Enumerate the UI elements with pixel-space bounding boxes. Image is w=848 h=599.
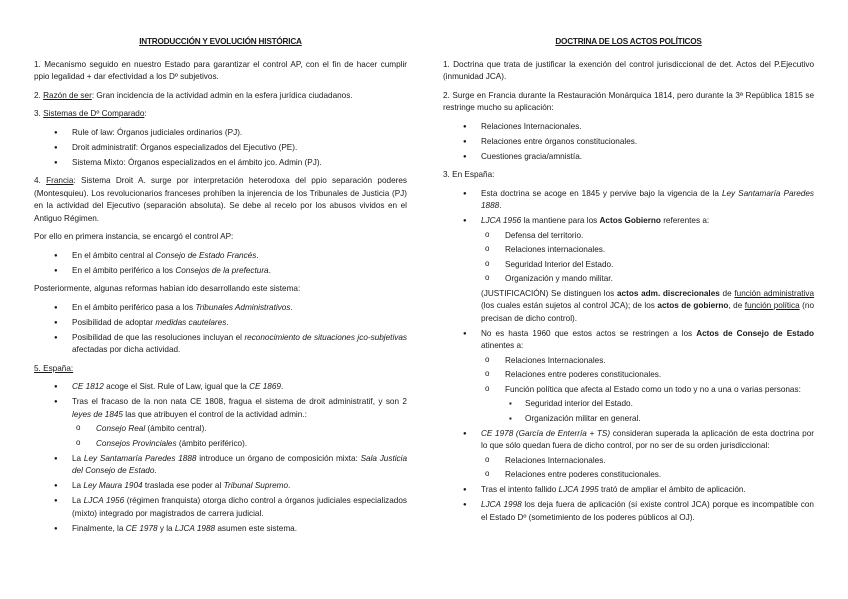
sub-list-item: o Relaciones entre poderes constitucionales. — [481, 369, 814, 382]
francia-aplicacion-list — [443, 121, 814, 164]
list-item: ● La LJCA 1956 (régimen franquista) otorga dicho control a órganos judiciales especializados (mixto) integrado por magistrados de carrera judicial. — [34, 495, 407, 520]
right-paragraph-2: 2. Surge en Francia durante la Restauración Monárquica 1814, pero durante la 3ª República 1815 se restringe mucho su aplicación: — [443, 90, 814, 112]
sub-list — [481, 230, 814, 286]
sub-list-item: o Seguridad Interior del Estado. — [481, 259, 814, 272]
sub-sub-list — [481, 398, 814, 425]
list-item: ● En el ámbito periférico a los Consejos de la prefectura. — [34, 265, 407, 278]
sistemas-label: Sistemas de Dº Comparado — [43, 109, 145, 118]
reformas-list — [34, 302, 407, 357]
list-item: ● Relaciones Internacionales. — [443, 121, 814, 134]
sub-list — [481, 355, 814, 426]
list-item: ● Posibilidad de que las resoluciones incluyan el reconocimiento de situaciones jco-subjetivas afectadas por dicha actividad. — [34, 332, 407, 357]
right-title: DOCTRINA DE LOS ACTOS POLÍTICOS — [555, 37, 702, 46]
list-item: ● CE 1978 (García de Enterría + TS) consideran superada la aplicación de esta doctrina por lo que sólo quedan fuera de dicho control, por no ser de su orden jurisdiccional: o Relaciones Internacionales. o Relaciones entre poderes constitucionales. — [443, 428, 814, 482]
list-item: ● Tras el intento fallido LJCA 1995 trató de ampliar el ámbito de aplicación. — [443, 484, 814, 497]
sub-list-item: o Consejo Real (ámbito central). — [72, 423, 407, 436]
left-column — [34, 36, 407, 541]
left-paragraph-5: Por ello en primera instancia, se encargó el control AP: — [34, 232, 234, 241]
sub-list-item: o Relaciones entre poderes constitucionales. — [481, 469, 814, 482]
francia-text: : Sistema Droit A. surge por interpretación heterodoxa del ppio separación poderes (Montesquieu). Los revolucionarios franceses prohíben la injerencia de los Tribunales de Justicia (PJ) en la actividad del Ejecutivo (separación absoluta). Se debe al recelo por los abusos vividos en el Antiguo Régimen. — [34, 176, 407, 223]
list-item: ● Rule of law: Órganos judiciales ordinarios (PJ). — [34, 127, 407, 140]
sub-list-item: o Defensa del territorio. — [481, 230, 814, 243]
razon-de-ser-label: Razón de ser — [43, 90, 92, 100]
left-paragraph-2: 2. Razón de ser: Gran incidencia de la actividad admin en la esfera jurídica ciudadanos. — [34, 90, 353, 100]
control-ap-list — [34, 250, 407, 278]
left-paragraph-4: 4. Francia: Sistema Droit A. surge por interpretación heterodoxa del ppio separación poderes (Montesquieu). Los revolucionarios franceses prohíben la injerencia de los Tribunales de Justicia (PJ) en la actividad del Ejecutivo (separación absoluta). Se debe al recelo por los abusos vividos en el Antiguo Régimen. — [34, 176, 407, 223]
sub-list-item: o Organización y mando militar. — [481, 273, 814, 286]
francia-label: Francia — [46, 176, 74, 185]
list-item: ● La Ley Santamaría Paredes 1888 introduce un órgano de composición mixta: Sala Justicia del Consejo de Estado. — [34, 453, 407, 478]
list-item: ● Sistema Mixto: Órganos especializados en el ámbito jco. Admin (PJ). — [34, 157, 407, 170]
list-item: ● Relaciones entre órganos constitucionales. — [443, 136, 814, 149]
sub-list-item: o Relaciones internacionales. — [481, 244, 814, 257]
list-item: ● Cuestiones gracia/amnistía. — [443, 151, 814, 164]
right-column — [443, 36, 814, 530]
sub-sub-list-item: ▪ Organización militar en general. — [481, 413, 814, 426]
left-paragraph-3: 3. Sistemas de Dº Comparado: — [34, 109, 147, 118]
sub-list — [72, 423, 407, 450]
list-item: ● Posibilidad de adoptar medidas cautelares. — [34, 317, 407, 330]
list-item: ● CE 1812 acoge el Sist. Rule of Law, igual que la CE 1869. — [34, 381, 407, 394]
sub-list-item: o Relaciones Internacionales. — [481, 355, 814, 368]
right-paragraph-1: 1. Doctrina que trata de justificar la exención del control jurisdiccional de det. Actos del P.Ejecutivo (inmunidad JCA). — [443, 59, 814, 81]
list-item: ● En el ámbito central al Consejo de Estado Francés. — [34, 250, 407, 263]
sistemas-list — [34, 127, 407, 170]
list-item: ● Droit administratif: Órganos especializados del Ejecutivo (PE). — [34, 142, 407, 155]
justificacion-text: (JUSTIFICACIÓN) Se distinguen los actos adm. discrecionales de función administrativa (los cuales están sujetos al control JCA); de los actos de gobierno, de función política (no precisan de dicho control). — [481, 288, 815, 323]
sub-list-item: o Función política que afecta al Estado como un todo y no a una o varias personas: ▪ Seguridad interior del Estado. ▪ Organización militar en general. — [481, 384, 814, 426]
espana-label: 5. España: — [34, 363, 74, 373]
left-paragraph-1: 1. Mecanismo seguido en nuestro Estado para garantizar el control AP, con el fin de hacer cumplir ppio legalidad + dar efectividad a los Dº subjetivos. — [34, 59, 407, 81]
sub-sub-list-item: ▪ Seguridad interior del Estado. — [481, 398, 814, 411]
list-item: ● LJCA 1956 la mantiene para los Actos Gobierno referentes a: o Defensa del territorio. o Relaciones internacionales. o Seguridad Interior del Estado. o Organización y mando militar. (JUSTIFICACIÓN) Se distinguen los actos adm. discrecionales de función administrativa (los cuales están sujetos al control JCA); de los actos de gobierno, de función política (no precisan de dicho control). — [443, 215, 814, 325]
list-item: ● LJCA 1998 los deja fuera de aplicación (sí existe control JCA) porque es incompatible con el Estado Dº (sometimiento de los poderes públicos al OJ). — [443, 499, 814, 524]
list-item: ● La Ley Maura 1904 traslada ese poder al Tribunal Supremo. — [34, 480, 407, 493]
sub-list-item: o Consejos Provinciales (ámbito periférico). — [72, 438, 407, 451]
list-item: ● Finalmente, la CE 1978 y la LJCA 1988 asumen este sistema. — [34, 523, 407, 536]
espana-heading — [34, 363, 407, 376]
left-paragraph-6: Posteriormente, algunas reformas habían ido desarrollando este sistema: — [34, 284, 301, 293]
list-item: ● Tras el fracaso de la non nata CE 1808, fragua el sistema de droit administratif, y son 2 leyes de 1845 las que atribuyen el control de la actividad admin.: o Consejo Real (ámbito central). o Consejos Provinciales (ámbito periférico). — [34, 396, 407, 450]
left-title: INTRODUCCIÓN Y EVOLUCIÓN HISTÓRICA — [139, 37, 302, 46]
espana-actos-list — [443, 188, 814, 525]
sub-list-item: o Relaciones Internacionales. — [481, 455, 814, 468]
list-item: ● Esta doctrina se acoge en 1845 y pervive bajo la vigencia de la Ley Santamaría Paredes 1888. — [443, 188, 814, 213]
list-item: ● No es hasta 1960 que estos actos se restringen a los Actos de Consejo de Estado atinentes a: o Relaciones Internacionales. o Relaciones entre poderes constitucionales. o Función política que afecta al Estado como un todo y no a una o varias personas: ▪ Seguridad interior del Estado. ▪ Organización militar en general. — [443, 328, 814, 426]
razon-de-ser-text: : Gran incidencia de la actividad admin en la esfera jurídica ciudadanos. — [91, 90, 353, 100]
sub-list — [481, 455, 814, 482]
right-paragraph-3: 3. En España: — [443, 170, 495, 179]
list-item: ● En el ámbito periférico pasa a los Tribunales Administrativos. — [34, 302, 407, 315]
espana-list — [34, 381, 407, 535]
